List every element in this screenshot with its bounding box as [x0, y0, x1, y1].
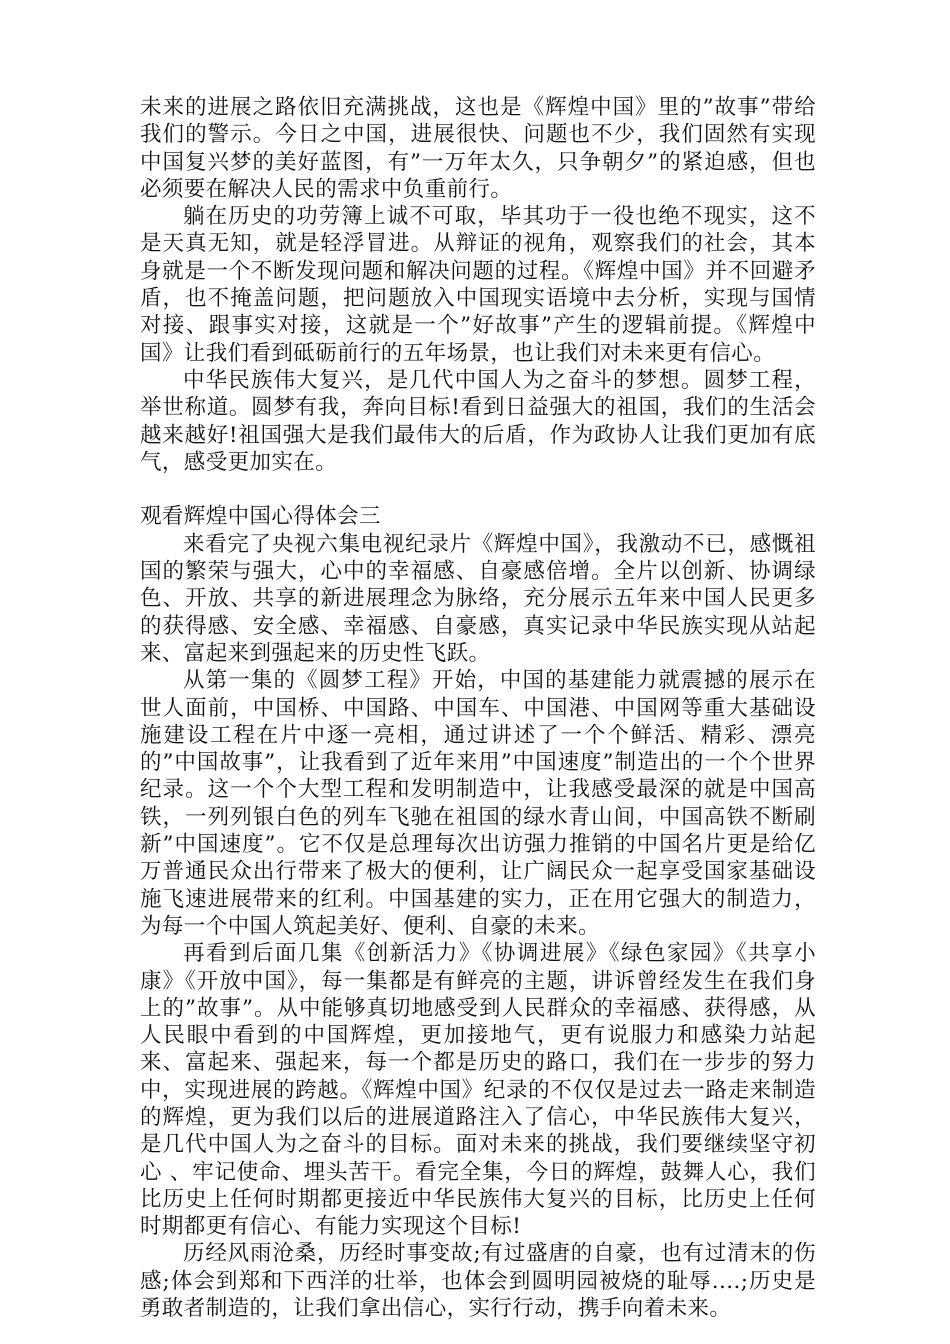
paragraph-1: 未来的进展之路依旧充满挑战，这也是《辉煌中国》里的”故事”带给我们的警示。今日之中国，进展很快、问题也不少，我们固然有实现中国复兴梦的美好蓝图，有”一万年太久，只争朝夕”的紧迫感，但也必须要在解决人民的需求中负重前行。 [140, 95, 816, 202]
paragraph-4: 来看完了央视六集电视纪录片《辉煌中国》，我激动不已，感慨祖国的繁荣与强大，心中的幸福感、自豪感倍增。全片以创新、协调绿色、开放、共享的新进展理念为脉络，充分展示五年来中国人民更多的获得感、安全感、幸福感、自豪感，真实记录中华民族实现从站起来、富起来到强起来的历史性飞跃。 [140, 531, 816, 666]
section-title: 观看辉煌中国心得体会三 [140, 504, 381, 530]
paragraph-2: 躺在历史的功劳簿上诚不可取，毕其功于一役也绝不现实，这不是天真无知，就是轻浮冒进。从辩证的视角，观察我们的社会，其本身就是一个不断发现问题和解决问题的过程。《辉煌中国》并不回避矛盾，也不掩盖问题，把问题放入中国现实语境中去分析，实现与国情对接、跟事实对接，这就是一个”好故事”产生的逻辑前提。《辉煌中国》让我们看到砥砺前行的五年场景，也让我们对未来更有信心。 [140, 204, 816, 366]
paragraph-5: 从第一集的《圆梦工程》开始，中国的基建能力就震撼的展示在世人面前，中国桥、中国路、中国车、中国港、中国网等重大基础设施建设工程在片中逐一亮相，通过讲述了一个个鲜活、精彩、漂亮的”中国故事”，让我看到了近年来用”中国速度”制造出的一个个世界纪录。这一个个大型工程和发明制造中，让我感受最深的就是中国高铁，一列列银白色的列车飞驰在祖国的绿水青山间，中国高铁不断刷新”中国速度”。它不仅是总理每次出访强力推销的中国名片更是给亿万普通民众出行带来了极大的便利，让广阔民众一起享受国家基础设施飞速进展带来的红利。中国基建的实力，正在用它强大的制造力，为每一个中国人筑起美好、便利、自豪的未来。 [140, 668, 816, 939]
paragraph-3: 中华民族伟大复兴，是几代中国人为之奋斗的梦想。圆梦工程，举世称道。圆梦有我，奔向目标!看到日益强大的祖国，我们的生活会越来越好!祖国强大是我们最伟大的后盾，作为政协人让我们更加有底气，感受更加实在。 [140, 367, 816, 475]
document-page [140, 94, 816, 1322]
paragraph-6: 再看到后面几集《创新活力》《协调进展》《绿色家园》《共享小康》《开放中国》，每一集都是有鲜亮的主题，讲诉曾经发生在我们身上的”故事”。从中能够真切地感受到人民群众的幸福感、获得感，从人民眼中看到的中国辉煌，更加接地气，更有说服力和感染力站起来、富起来、强起来，每一个都是历史的路口，我们在一步步的努力中，实现进展的跨越。《辉煌中国》纪录的不仅仅是过去一路走来制造的辉煌，更为我们以后的进展道路注入了信心，中华民族伟大复兴，是几代中国人为之奋斗的目标。面对未来的挑战，我们要继续坚守初心 、牢记使命、埋头苦干。看完全集，今日的辉煌，鼓舞人心，我们比历史上任何时期都更接近中华民族伟大复兴的目标，比历史上任何时期都更有信心、有能力实现这个目标! [140, 941, 816, 1240]
blank-line [140, 476, 816, 503]
paragraph-7: 历经风雨沧桑，历经时事变故;有过盛唐的自豪，也有过清末的伤感;体会到郑和下西洋的壮举，也体会到圆明园被烧的耻辱....;历史是勇敢者制造的，让我们拿出信心，实行行动，携手向着未来。 [140, 1241, 816, 1322]
